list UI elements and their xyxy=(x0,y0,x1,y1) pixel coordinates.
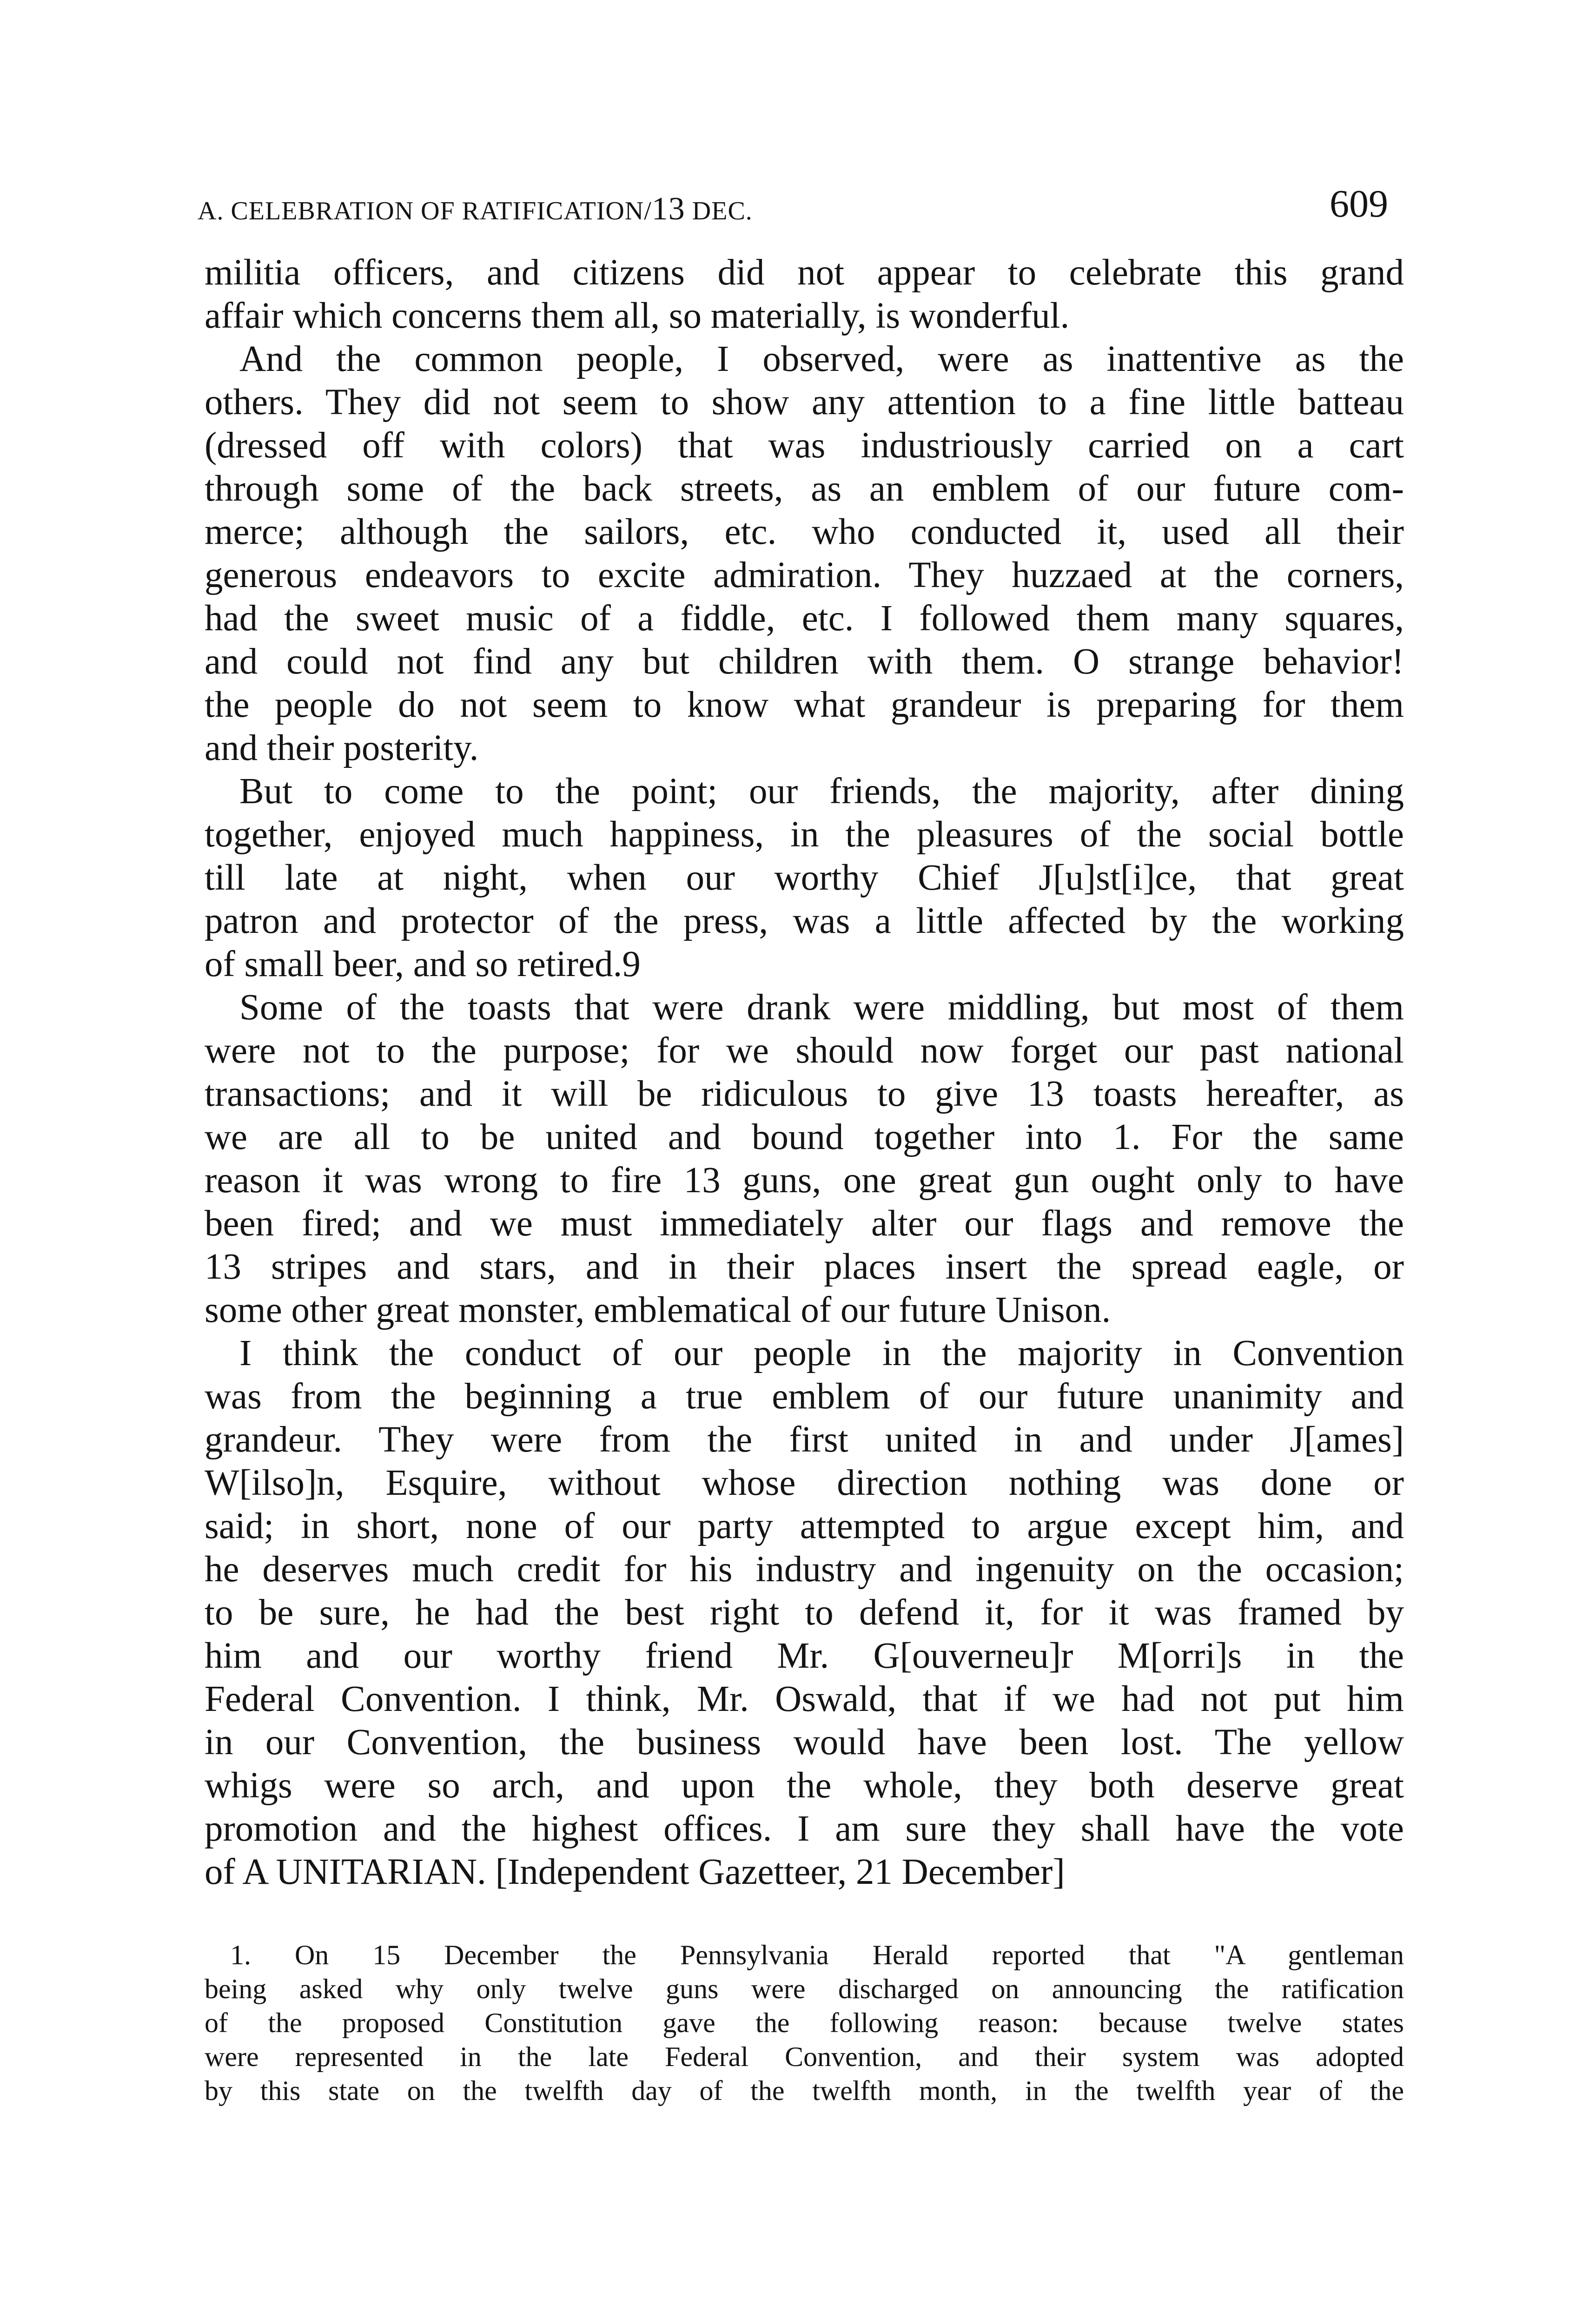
body-line: together, enjoyed much happiness, in the pleasures of the social bottle xyxy=(205,814,1404,855)
body-line: of A UNITARIAN. [Independent Gazetteer, 21 December] xyxy=(205,1852,1065,1892)
footnote-line: being asked why only twelve guns were discharged on announcing the ratification xyxy=(205,1974,1404,2004)
body-line: transactions; and it will be ridiculous to give 13 toasts hereafter, as xyxy=(205,1074,1404,1114)
body-line: merce; although the sailors, etc. who conducted it, used all their xyxy=(205,512,1404,552)
body-line: others. They did not seem to show any attention to a fine little batteau xyxy=(205,382,1404,423)
footnote-line: by this state on the twelfth day of the twelfth month, in the twelfth year of the xyxy=(205,2075,1404,2106)
body-line: in our Convention, the business would have been lost. The yellow xyxy=(205,1722,1404,1763)
body-line: of small beer, and so retired.9 xyxy=(205,944,641,984)
body-line: W[ilso]n, Esquire, without whose direction nothing was done or xyxy=(205,1463,1404,1503)
body-line: patron and protector of the press, was a little affected by the working xyxy=(205,901,1404,941)
running-head-prefix: A. CELEBRATION OF RATIFICATION/ xyxy=(198,197,652,225)
body-line: him and our worthy friend Mr. G[ouverneu]r M[orri]s in the xyxy=(205,1636,1404,1676)
body-line: he deserves much credit for his industry and ingenuity on the occasion; xyxy=(205,1549,1404,1590)
footnote-line: were represented in the late Federal Convention, and their system was adopted xyxy=(205,2041,1404,2072)
body-line: militia officers, and citizens did not appear to celebrate this grand xyxy=(205,252,1404,293)
body-line: And the common people, I observed, were as inattentive as the xyxy=(239,339,1404,379)
body-line: But to come to the point; our friends, the majority, after dining xyxy=(239,771,1404,812)
running-head-number: 13 xyxy=(651,191,685,227)
body-line: I think the conduct of our people in the majority in Convention xyxy=(239,1333,1404,1373)
body-line: through some of the back streets, as an emblem of our future com- xyxy=(205,469,1404,509)
body-line: reason it was wrong to fire 13 guns, one great gun ought only to have xyxy=(205,1160,1404,1201)
body-line: grandeur. They were from the first united in and under J[ames] xyxy=(205,1419,1404,1460)
body-line: was from the beginning a true emblem of our future unanimity and xyxy=(205,1376,1404,1417)
body-line: promotion and the highest offices. I am sure they shall have the vote xyxy=(205,1809,1404,1849)
body-line: affair which concerns them all, so materially, is wonderful. xyxy=(205,296,1070,336)
page-header xyxy=(0,158,1589,227)
footnote-line: of the proposed Constitution gave the following reason: because twelve states xyxy=(205,2007,1404,2038)
body-line: 13 stripes and stars, and in their places insert the spread eagle, or xyxy=(205,1247,1404,1287)
body-line: and their posterity. xyxy=(205,728,479,768)
body-line: had the sweet music of a fiddle, etc. I followed them many squares, xyxy=(205,598,1404,639)
page-number: 609 xyxy=(1330,182,1388,225)
body-line: were not to the purpose; for we should now forget our past national xyxy=(205,1030,1404,1071)
body-line: (dressed off with colors) that was industriously carried on a cart xyxy=(205,425,1404,466)
footnotes xyxy=(205,1938,1404,2108)
body-line: been fired; and we must immediately alter our flags and remove the xyxy=(205,1203,1404,1244)
body-line: Federal Convention. I think, Mr. Oswald, that if we had not put him xyxy=(205,1679,1404,1719)
body-line: we are all to be united and bound together into 1. For the same xyxy=(205,1117,1404,1157)
body-line: Some of the toasts that were drank were middling, but most of them xyxy=(239,987,1404,1028)
running-head xyxy=(198,191,753,228)
body-line: said; in short, none of our party attempted to argue except him, and xyxy=(205,1506,1404,1546)
body-line: till late at night, when our worthy Chief J[u]st[i]ce, that great xyxy=(205,858,1404,898)
body-line: generous endeavors to excite admiration. They huzzaed at the corners, xyxy=(205,555,1404,595)
body-line: whigs were so arch, and upon the whole, they both deserve great xyxy=(205,1765,1404,1806)
running-head-suffix: DEC. xyxy=(685,197,753,225)
body-text xyxy=(205,251,1404,1894)
body-line: the people do not seem to know what grandeur is preparing for them xyxy=(205,685,1404,725)
body-line: some other great monster, emblematical of our future Unison. xyxy=(205,1290,1111,1330)
footnote-line: 1. On 15 December the Pennsylvania Herald reported that "A gentleman xyxy=(230,1940,1404,1970)
body-line: and could not find any but children with them. O strange behavior! xyxy=(205,641,1404,682)
body-line: to be sure, he had the best right to defend it, for it was framed by xyxy=(205,1592,1404,1633)
